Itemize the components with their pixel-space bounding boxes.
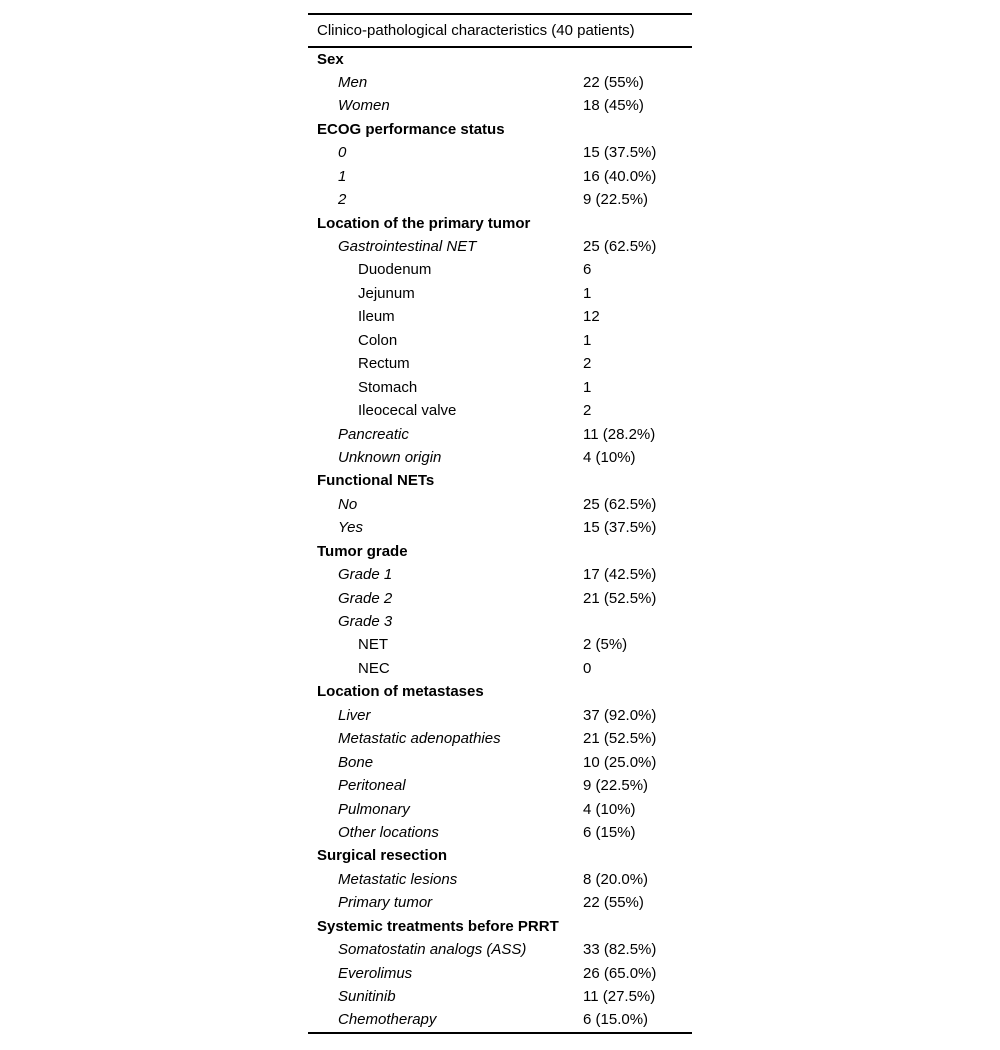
row-value: 1 — [583, 284, 592, 302]
row-value: 22 (55%) — [583, 894, 644, 912]
row-value: 1 — [583, 331, 592, 349]
table-row — [308, 48, 692, 71]
row-label: NET — [358, 636, 388, 654]
row-value: 6 (15%) — [583, 823, 636, 841]
row-label: Grade 1 — [338, 566, 393, 584]
row-label: Colon — [358, 331, 398, 349]
row-value: 4 (10%) — [583, 448, 636, 466]
table-row — [308, 680, 692, 703]
table-row — [308, 727, 692, 750]
table-row — [308, 751, 692, 774]
row-label: Primary tumor — [338, 894, 433, 912]
row-label: Women — [338, 97, 390, 115]
row-value: 10 (25.0%) — [583, 753, 657, 771]
row-value: 11 (28.2%) — [583, 425, 656, 443]
table-row — [308, 94, 692, 117]
row-label: Location of metastases — [317, 683, 484, 701]
row-label: Chemotherapy — [338, 1011, 437, 1029]
table-title: Clinico-pathological characteristics (40 patients) — [317, 21, 635, 39]
row-value: 15 (37.5%) — [583, 519, 657, 537]
row-label: Unknown origin — [338, 448, 442, 466]
table-row — [308, 891, 692, 914]
row-value: 9 (22.5%) — [583, 191, 649, 209]
row-value: 0 — [583, 659, 592, 677]
table-row — [308, 469, 692, 492]
table-row — [308, 540, 692, 563]
table-row — [308, 563, 692, 586]
row-value: 21 (52.5%) — [583, 589, 657, 607]
row-value: 6 — [583, 261, 592, 279]
table-row — [308, 71, 692, 94]
row-label: Somatostatin analogs (ASS) — [338, 941, 527, 959]
row-label: Everolimus — [338, 964, 413, 982]
table-row — [308, 1008, 692, 1031]
row-label: ECOG performance status — [317, 120, 505, 138]
table-row — [308, 868, 692, 891]
row-label: NEC — [358, 659, 390, 677]
table-bottom-rule — [308, 1032, 692, 1034]
row-label: Surgical resection — [317, 847, 448, 865]
row-label: Grade 3 — [338, 613, 393, 630]
row-label: Bone — [338, 753, 374, 771]
characteristics-table — [308, 13, 692, 1034]
row-value: 18 (45%) — [583, 97, 644, 115]
row-value: 16 (40.0%) — [583, 167, 657, 185]
row-label: Pancreatic — [338, 425, 409, 443]
table-row — [308, 141, 692, 164]
row-label: Other locations — [338, 823, 439, 841]
row-value: 2 (5%) — [583, 636, 628, 654]
table-row — [308, 329, 692, 352]
row-value: 11 (27.5%) — [583, 988, 656, 1005]
table-row — [308, 352, 692, 375]
row-value: 17 (42.5%) — [583, 566, 657, 584]
table-row — [308, 399, 692, 422]
table-row — [308, 188, 692, 211]
row-label: Ileum — [358, 308, 395, 326]
row-label: Rectum — [358, 355, 410, 373]
table-row — [308, 657, 692, 680]
table-row — [308, 305, 692, 328]
row-label: 2 — [338, 191, 347, 209]
table-row — [308, 774, 692, 797]
table-row — [308, 282, 692, 305]
table-row — [308, 423, 692, 446]
table-body — [308, 48, 692, 1032]
table-row — [308, 962, 692, 985]
row-value: 2 — [583, 402, 592, 420]
table-row — [308, 915, 692, 938]
table-row — [308, 587, 692, 610]
row-value: 21 (52.5%) — [583, 730, 657, 748]
row-label: Pulmonary — [338, 800, 410, 818]
row-label: Location of the primary tumor — [317, 214, 531, 232]
row-value: 25 (62.5%) — [583, 495, 657, 513]
table-row — [308, 704, 692, 727]
row-value: 26 (65.0%) — [583, 964, 657, 982]
row-value: 25 (62.5%) — [583, 238, 657, 255]
table-row — [308, 938, 692, 961]
table-row — [308, 446, 692, 469]
row-label: Peritoneal — [338, 777, 406, 795]
table-row — [308, 633, 692, 656]
row-label: Grade 2 — [338, 589, 393, 607]
table-row — [308, 844, 692, 867]
table-row — [308, 165, 692, 188]
row-label: 0 — [338, 144, 347, 162]
table-row — [308, 376, 692, 399]
table-row — [308, 821, 692, 844]
row-label: Gastrointestinal NET — [338, 238, 477, 255]
row-label: 1 — [338, 167, 347, 185]
row-value: 6 (15.0%) — [583, 1011, 649, 1029]
row-label: Men — [338, 73, 368, 91]
row-label: Functional NETs — [317, 472, 435, 490]
table-row — [308, 610, 692, 633]
row-label: Stomach — [358, 378, 418, 396]
table-row — [308, 258, 692, 281]
row-label: No — [338, 495, 358, 513]
row-value: 22 (55%) — [583, 73, 644, 91]
row-label: Jejunum — [358, 284, 415, 302]
row-value: 9 (22.5%) — [583, 777, 649, 795]
row-label: Liver — [338, 706, 371, 724]
row-label: Sunitinib — [338, 988, 396, 1005]
table-row — [308, 235, 692, 258]
row-value: 2 — [583, 355, 592, 373]
table-row — [308, 516, 692, 539]
table-row — [308, 118, 692, 141]
row-label: Yes — [338, 519, 364, 537]
row-value: 4 (10%) — [583, 800, 636, 818]
row-label: Sex — [317, 50, 344, 68]
row-value: 12 — [583, 308, 600, 326]
row-label: Metastatic lesions — [338, 870, 458, 888]
row-label: Systemic treatments before PRRT — [317, 917, 559, 935]
row-value: 1 — [583, 378, 592, 396]
row-value: 33 (82.5%) — [583, 941, 657, 959]
table-row — [308, 985, 692, 1008]
table-row — [308, 212, 692, 235]
row-label: Tumor grade — [317, 542, 408, 560]
table-row — [308, 493, 692, 516]
table-row — [308, 798, 692, 821]
row-label: Duodenum — [358, 261, 432, 279]
row-label: Ileocecal valve — [358, 402, 457, 420]
row-value: 37 (92.0%) — [583, 706, 657, 724]
row-value: 8 (20.0%) — [583, 870, 649, 888]
row-value: 15 (37.5%) — [583, 144, 657, 162]
row-label: Metastatic adenopathies — [338, 730, 501, 748]
